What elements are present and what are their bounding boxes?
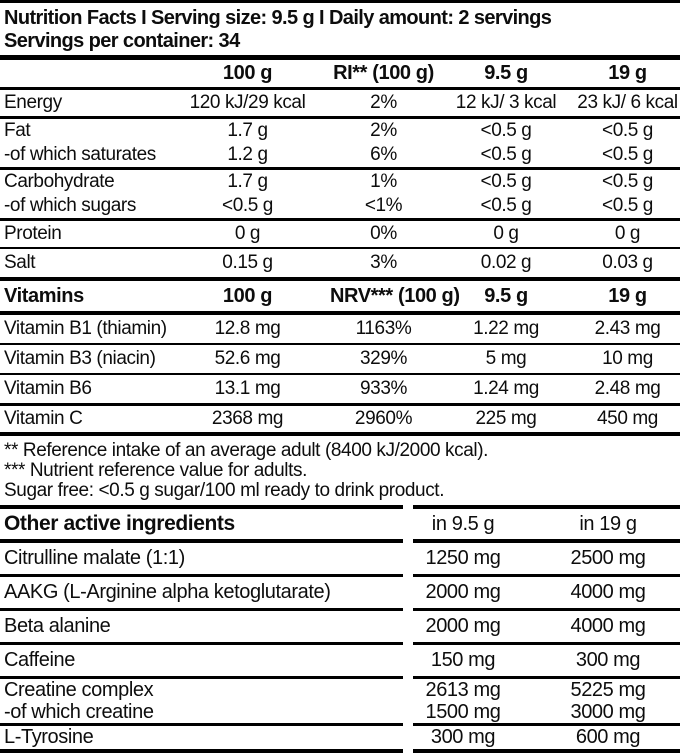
row-label: Vitamin B6 (4, 378, 92, 399)
row-label: Vitamin C (4, 408, 83, 429)
cell-9-5g: 1.22 mg (473, 318, 539, 339)
cell-19g: <0.5 g (602, 144, 653, 165)
row-label: Vitamin B1 (thiamin) (4, 318, 167, 339)
row-label: Carbohydrate (4, 171, 115, 192)
cell-9-5g: 225 mg (475, 408, 537, 429)
footnotes (0, 436, 680, 505)
cell-9-5g: <0.5 g (480, 144, 532, 165)
ingredients-title: Other active ingredients (4, 512, 235, 535)
table-row-vitamin-b6 (0, 375, 680, 403)
table-row-creatine-complex (0, 679, 680, 701)
cell-19g: 0.03 g (602, 252, 653, 273)
table-row-energy (0, 90, 680, 116)
table-row-citrulline-malate (0, 543, 680, 574)
row-label: AAKG (L-Arginine alpha ketoglutarate) (4, 581, 331, 603)
cell-nrv: 329% (360, 348, 407, 369)
cell-100g: <0.5 g (222, 195, 273, 216)
row-label: Fat (4, 120, 31, 141)
cell-100g: 13.1 mg (214, 378, 281, 399)
cell-19g: 450 mg (597, 408, 658, 429)
cell-19g: <0.5 g (602, 195, 653, 216)
cell-19g: 2500 mg (570, 547, 646, 569)
row-label: Citrulline malate (1:1) (4, 547, 185, 569)
table-row-beta-alanine (0, 611, 680, 642)
cell-9-5g: <0.5 g (480, 195, 532, 216)
cell-ri: <1% (364, 195, 403, 216)
col-header-100g: 100 g (222, 62, 273, 84)
cell-9-5g: 1500 mg (425, 701, 501, 723)
cell-19g: 10 mg (602, 348, 653, 369)
cell-9-5g: 1250 mg (425, 547, 501, 569)
cell-nrv: 933% (360, 378, 407, 399)
cell-19g: 3000 mg (570, 701, 646, 723)
table-row-vitamin-b3 (0, 345, 680, 373)
table-row-l-tyrosine (0, 726, 680, 749)
cell-100g: 1.7 g (227, 120, 268, 141)
cell-19g: 0 g (614, 223, 641, 244)
table-row-sugars (0, 194, 680, 218)
footnote-nrv: *** Nutrient reference value for adults. (4, 460, 307, 481)
cell-100g: 0.15 g (222, 252, 273, 273)
cell-ri: 6% (370, 144, 397, 165)
row-label: Protein (4, 223, 62, 244)
cell-nrv: 1163% (355, 318, 412, 339)
row-label: -of which saturates (4, 144, 156, 165)
table-row-aakg (0, 577, 680, 608)
table-row-caffeine (0, 645, 680, 676)
vitamins-header-row (0, 281, 680, 311)
table-row-protein (0, 221, 680, 247)
col-header-ri: RI** (100 g) (333, 62, 434, 84)
footnote-reference-intake: ** Reference intake of an average adult (8400 kJ/2000 kcal). (4, 440, 489, 461)
table-row-saturates (0, 143, 680, 167)
label-header (0, 3, 680, 55)
table-row-carbohydrate (0, 170, 680, 194)
row-label: Energy (4, 92, 62, 113)
cell-ri: 1% (370, 171, 397, 192)
cell-9-5g: 12 kJ/ 3 kcal (455, 92, 557, 113)
cell-9-5g: 2000 mg (425, 581, 501, 603)
cell-9-5g: <0.5 g (480, 171, 532, 192)
row-label: Vitamin B3 (niacin) (4, 348, 156, 369)
cell-9-5g: 5 mg (485, 348, 527, 369)
header-line-1: Nutrition Facts I Serving size: 9.5 g I Daily amount: 2 servings (4, 7, 552, 29)
table-row-vitamin-b1 (0, 315, 680, 343)
cell-9-5g: 1.24 mg (473, 378, 539, 399)
cell-ri: 2% (370, 120, 397, 141)
header-line-2: Servings per container: 34 (4, 30, 240, 52)
table-row-salt (0, 249, 680, 277)
row-label: -of which creatine (4, 701, 154, 723)
col-header-nrv: NRV*** (100 g) (330, 284, 460, 307)
col-header-19g: 19 g (608, 284, 647, 307)
cell-9-5g: 0 g (493, 223, 519, 244)
cell-19g: 2.43 mg (594, 318, 661, 339)
cell-9-5g: 150 mg (430, 649, 496, 671)
row-label: L-Tyrosine (4, 726, 94, 748)
cell-ri: 3% (370, 252, 397, 273)
ingredients-header-row (0, 509, 680, 539)
table-row-of-which-creatine (0, 701, 680, 723)
cell-100g: 52.6 mg (214, 348, 281, 369)
cell-100g: 12.8 mg (214, 318, 281, 339)
cell-ri: 0% (370, 223, 397, 244)
cell-19g: <0.5 g (602, 171, 653, 192)
footnote-sugar-free: Sugar free: <0.5 g sugar/100 ml ready to drink product. (4, 480, 445, 501)
cell-19g: 2.48 mg (594, 378, 661, 399)
cell-19g: <0.5 g (602, 120, 653, 141)
col-header-9-5g: 9.5 g (484, 284, 528, 307)
cell-9-5g: 2613 mg (425, 679, 501, 701)
cell-19g: 5225 mg (570, 679, 646, 701)
table-row-vitamin-c (0, 406, 680, 432)
cell-19g: 4000 mg (570, 615, 646, 637)
cell-ri: 2% (370, 92, 397, 113)
divider (0, 749, 680, 753)
cell-9-5g: <0.5 g (480, 120, 532, 141)
row-label: Caffeine (4, 649, 75, 671)
cell-19g: 600 mg (575, 726, 641, 748)
cell-100g: 1.2 g (227, 144, 268, 165)
table-row-fat (0, 119, 680, 143)
vitamins-title: Vitamins (4, 284, 84, 307)
col-header-19g: 19 g (608, 62, 647, 84)
cell-9-5g: 2000 mg (425, 615, 501, 637)
cell-100g: 0 g (234, 223, 261, 244)
cell-100g: 2368 mg (211, 408, 284, 429)
col-header-in-9-5g: in 9.5 g (431, 512, 495, 535)
col-header-9-5g: 9.5 g (484, 62, 528, 84)
cell-9-5g: 0.02 g (480, 252, 532, 273)
cell-9-5g: 300 mg (430, 726, 496, 748)
row-label: Salt (4, 252, 36, 273)
row-label: -of which sugars (4, 195, 136, 216)
cell-100g: 120 kJ/29 kcal (189, 92, 306, 113)
row-label: Beta alanine (4, 615, 111, 637)
row-label: Creatine complex (4, 679, 154, 701)
cell-19g: 23 kJ/ 6 kcal (577, 92, 678, 113)
cell-19g: 4000 mg (570, 581, 646, 603)
main-table-header-row (0, 60, 680, 87)
cell-100g: 1.7 g (227, 171, 268, 192)
cell-nrv: 2960% (354, 408, 413, 429)
col-header-100g: 100 g (222, 284, 273, 307)
col-header-in-19g: in 19 g (579, 512, 637, 535)
cell-19g: 300 mg (575, 649, 641, 671)
